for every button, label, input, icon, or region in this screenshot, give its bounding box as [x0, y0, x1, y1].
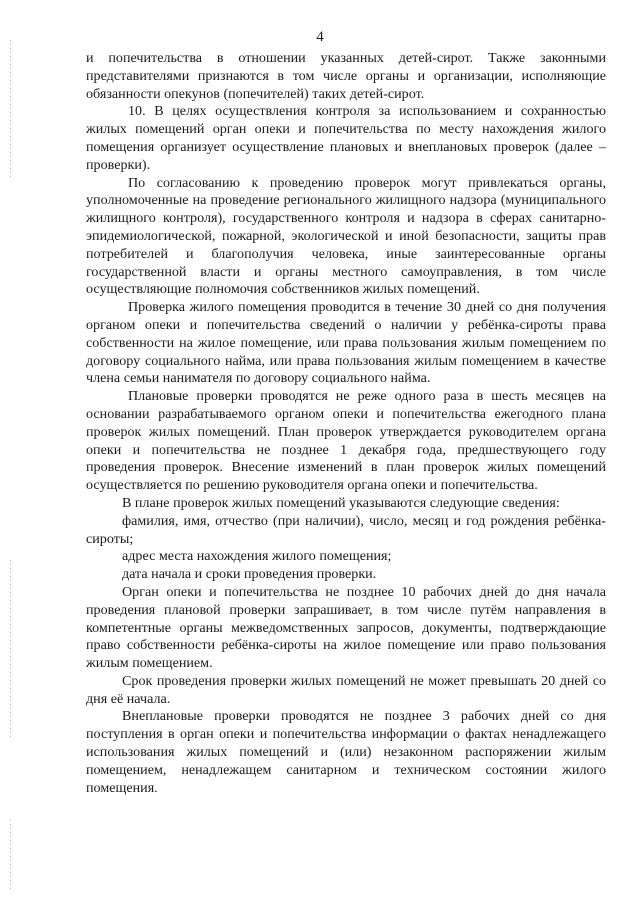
paragraph-requests: Орган опеки и попечительства не позднее 10 рабочих дней до дня начала проведения плановой проверки запрашивает, в том числе путём направления в компетентные органы межведомственных запросов, документы, подтверждающие право собственности ребёнка-сироты на жилое помещение или право пользования жилым помещением. [86, 583, 606, 672]
scan-edge-mark [10, 820, 11, 890]
paragraph-plan-contents: В плане проверок жилых помещений указываются следующие сведения: [122, 494, 560, 511]
list-item-dates: дата начала и сроки проведения проверки. [122, 566, 377, 583]
list-item-address: адрес места нахождения жилого помещения; [122, 548, 392, 565]
paragraph-duration: Срок проведения проверки жилых помещений не может превышать 20 дней со дня её начала. [86, 672, 606, 707]
list-item-full-name: фамилия, имя, отчество (при наличии), число, месяц и год рождения ребёнка-сироты; [86, 512, 606, 547]
paragraph-continuation: и попечительства в отношении указанных детей-сирот. Также законными представителями признаются в том числе органы и организации, исполняющие обязанности опекунов (попечителей) таких детей-сирот. [86, 50, 606, 102]
paragraph-inspection-term: Проверка жилого помещения проводится в течение 30 дней со дня получения органом опеки и попечительства сведений о наличии у ребёнка-сироты права собственности на жилое помещение, или права пользования жилым помещением по договору социального найма, или права пользования жилым помещением в качестве члена семьи нанимателя по договору социального найма. [86, 299, 606, 387]
document-body [86, 50, 606, 797]
paragraph-unplanned-inspections: Внеплановые проверки проводятся не позднее 3 рабочих дней со дня поступления в орган опеки и попечительства информации о фактах ненадлежащего использования жилых помещений и (или) незаконном распоряжении жилым помещением, ненадлежащем санитарном и техническом состоянии жилого помещения. [86, 708, 606, 796]
paragraph-planned-inspections: Плановые проверки проводятся не реже одного раза в шесть месяцев на основании разрабатываемого органом опеки и попечительства ежегодного плана проверок жилых помещений. План проверок утверждается руководителем органа опеки и попечительства не позднее 1 декабря года, предшествующего году проведения проверок. Внесение изменений в план проверок жилых помещений осуществляется по решению руководителя органа опеки и попечительства. [86, 388, 606, 494]
paragraph-agreement: По согласованию к проведению проверок могут привлекаться органы, уполномоченные на проведение регионального жилищного надзора (муниципального жилищного контроля), государственного контроля и надзора в сферах санитарно-эпидемиологической, пожарной, экологической и иной безопасности, защиты прав потребителей и благополучия человека, иные заинтересованные органы государственной власти и органы местного самоуправления, в том числе осуществляющие полномочия собственников жилых помещений. [86, 174, 606, 298]
paragraph-item-10: 10. В целях осуществления контроля за использованием и сохранностью жилых помещений орган опеки и попечительства по месту нахождения жилого помещения организует осуществление плановых и внеплановых проверок (далее – проверки). [86, 103, 606, 173]
page-number: 4 [316, 29, 324, 45]
scan-edge-mark [10, 40, 11, 180]
scan-edge-mark [10, 560, 11, 740]
